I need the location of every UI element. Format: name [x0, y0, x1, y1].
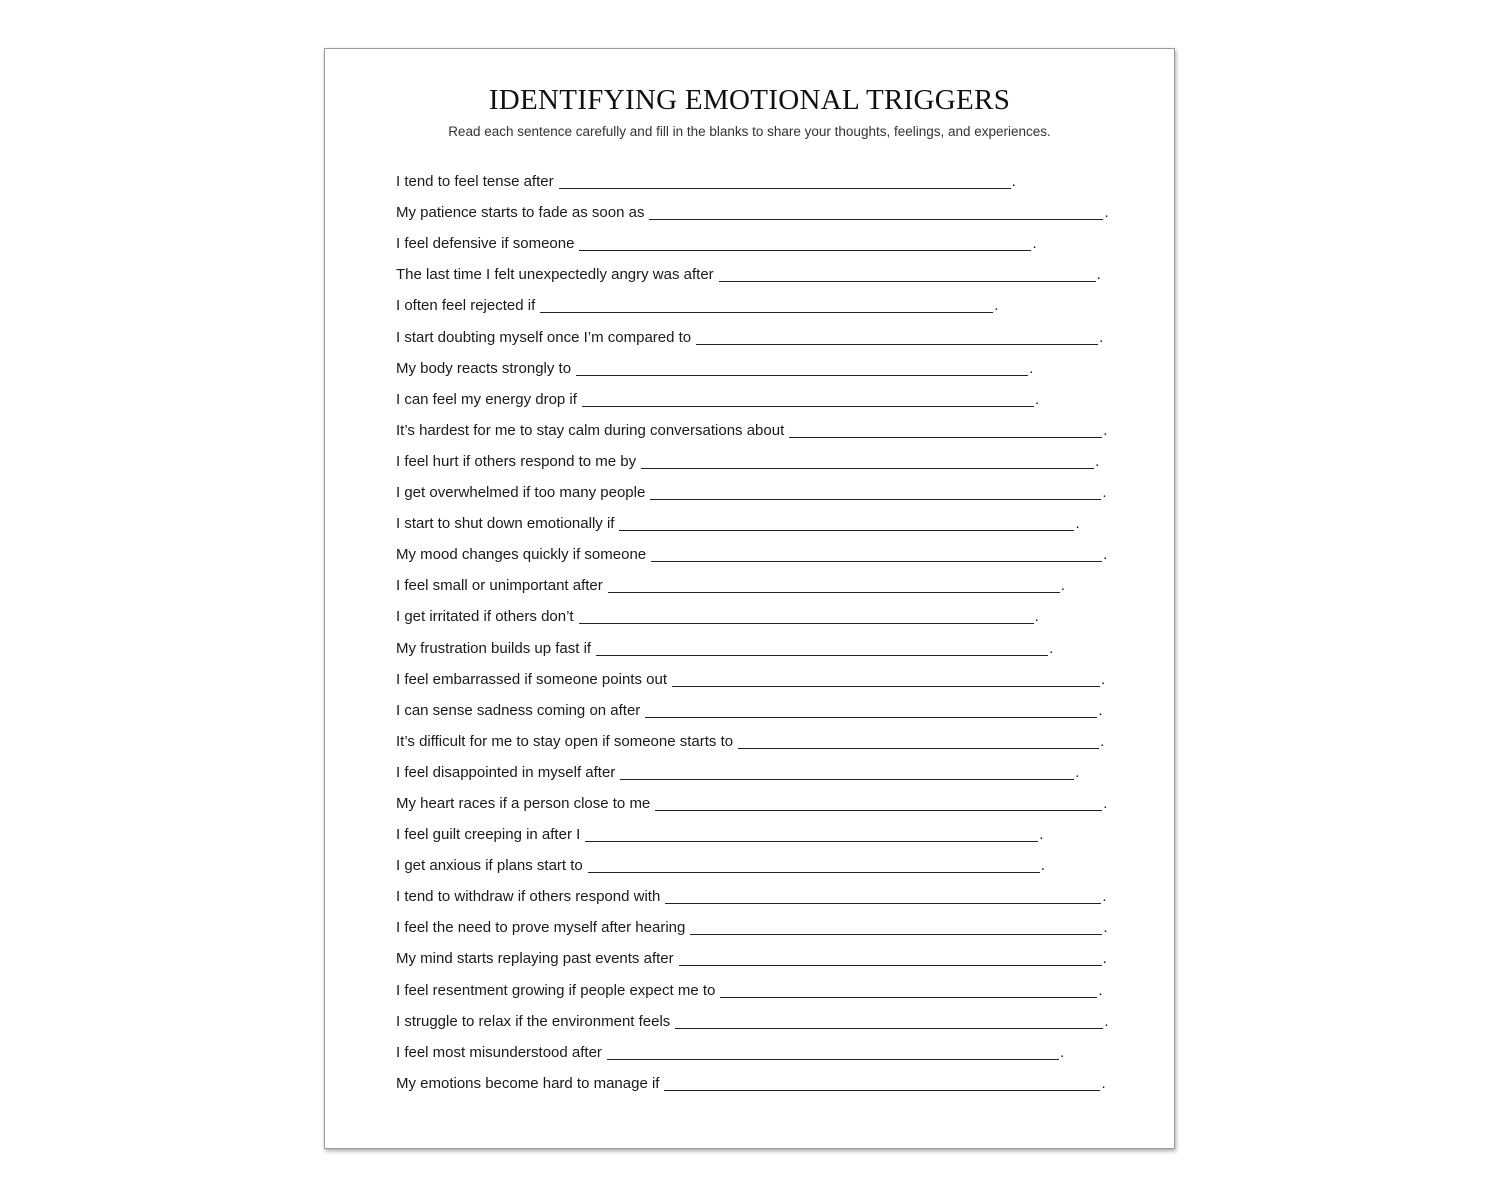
- prompt-text: It’s hardest for me to stay calm during conversations about: [396, 421, 785, 439]
- prompt-item: [396, 566, 1136, 597]
- sentence-period: .: [1060, 577, 1065, 595]
- answer-blank[interactable]: [596, 637, 1048, 656]
- prompt-text: I get overwhelmed if too many people: [396, 484, 646, 502]
- sentence-period: .: [1049, 639, 1054, 657]
- prompt-text: I can sense sadness coming on after: [396, 701, 641, 719]
- prompt-item: [396, 442, 1136, 473]
- prompt-text: I often feel rejected if: [396, 297, 536, 315]
- prompt-item: [396, 1033, 1136, 1064]
- sentence-period: .: [1100, 670, 1106, 688]
- prompt-item: [396, 908, 1136, 939]
- prompt-item: [396, 628, 1136, 659]
- prompt-text: I feel hurt if others respond to me by: [396, 452, 637, 470]
- prompt-item: [396, 224, 1136, 255]
- answer-blank[interactable]: [789, 419, 1102, 438]
- prompt-item: [396, 815, 1136, 846]
- prompt-text: I feel the need to prove myself after hearing: [396, 919, 686, 937]
- answer-blank[interactable]: [559, 170, 1011, 189]
- answer-blank[interactable]: [675, 1010, 1103, 1029]
- answer-blank[interactable]: [672, 668, 1100, 687]
- sentence-period: .: [1039, 826, 1044, 844]
- sentence-period: .: [1104, 1012, 1109, 1030]
- prompt-text: I start to shut down emotionally if: [396, 515, 615, 533]
- answer-blank[interactable]: [576, 357, 1028, 376]
- sentence-period: .: [1034, 608, 1039, 626]
- prompt-item: [396, 660, 1136, 691]
- answer-blank[interactable]: [679, 947, 1102, 966]
- answer-blank[interactable]: [607, 1041, 1059, 1060]
- worksheet-page: [324, 48, 1175, 1149]
- prompt-item: [396, 286, 1136, 317]
- prompt-text: I feel guilt creeping in after I: [396, 826, 581, 844]
- prompt-item: [396, 753, 1136, 784]
- answer-blank[interactable]: [579, 605, 1034, 624]
- prompt-item: [396, 846, 1136, 877]
- sentence-period: .: [1103, 919, 1108, 937]
- answer-blank[interactable]: [619, 512, 1074, 531]
- sentence-period: .: [994, 297, 999, 315]
- prompt-text: My frustration builds up fast if: [396, 639, 592, 657]
- prompt-text: My mind starts replaying past events after: [396, 950, 674, 968]
- sentence-period: .: [1096, 266, 1101, 284]
- prompt-text: I feel resentment growing if people expect me to: [396, 981, 716, 999]
- prompt-text: My heart races if a person close to me: [396, 794, 651, 812]
- answer-blank[interactable]: [655, 792, 1102, 811]
- sentence-period: .: [1040, 857, 1045, 875]
- answer-blank[interactable]: [665, 885, 1101, 904]
- answer-blank[interactable]: [588, 854, 1040, 873]
- prompt-text: I feel defensive if someone: [396, 235, 575, 253]
- sentence-period: .: [1103, 794, 1108, 812]
- sentence-period: .: [1101, 1074, 1106, 1092]
- prompt-text: I start doubting myself once I’m compared to: [396, 328, 692, 346]
- answer-blank[interactable]: [690, 916, 1102, 935]
- sentence-period: .: [1098, 981, 1103, 999]
- worksheet-instructions: Read each sentence carefully and fill in the blanks to share your thoughts, feelings, and experiences.: [448, 124, 1051, 139]
- sentence-period: .: [1075, 515, 1080, 533]
- sentence-period: .: [1098, 701, 1103, 719]
- sentence-period: .: [1029, 359, 1034, 377]
- prompt-text: I feel most misunderstood after: [396, 1043, 602, 1061]
- sentence-period: .: [1100, 732, 1105, 750]
- answer-blank[interactable]: [645, 699, 1097, 718]
- worksheet-title: IDENTIFYING EMOTIONAL TRIGGERS: [488, 84, 1011, 116]
- answer-blank[interactable]: [620, 761, 1074, 780]
- prompt-item: [396, 970, 1136, 1001]
- answer-blank[interactable]: [651, 543, 1102, 562]
- prompt-text: My patience starts to fade as soon as: [396, 204, 645, 222]
- prompt-text: I feel small or unimportant after: [396, 577, 603, 595]
- prompt-item: [396, 255, 1136, 286]
- prompt-item: [396, 939, 1136, 970]
- answer-blank[interactable]: [649, 201, 1103, 220]
- prompt-item: [396, 473, 1136, 504]
- prompt-text: I feel embarrassed if someone points out: [396, 670, 667, 688]
- answer-blank[interactable]: [738, 730, 1099, 749]
- prompt-item: [396, 162, 1136, 193]
- sentence-period: .: [1104, 204, 1109, 222]
- answer-blank[interactable]: [696, 326, 1098, 345]
- sentence-period: .: [1011, 173, 1016, 191]
- sentence-period: .: [1075, 763, 1080, 781]
- answer-blank[interactable]: [650, 481, 1101, 500]
- prompt-item: [396, 1064, 1136, 1095]
- prompt-text: I struggle to relax if the environment feels: [396, 1012, 671, 1030]
- prompt-text: I tend to withdraw if others respond with: [396, 888, 661, 906]
- answer-blank[interactable]: [582, 388, 1034, 407]
- prompt-item: [396, 317, 1136, 348]
- prompt-list: [396, 162, 1136, 1095]
- sentence-period: .: [1032, 235, 1037, 253]
- sentence-period: .: [1102, 888, 1107, 906]
- sentence-period: .: [1102, 484, 1107, 502]
- sentence-period: .: [1095, 452, 1100, 470]
- prompt-item: [396, 784, 1136, 815]
- answer-blank[interactable]: [664, 1072, 1100, 1091]
- prompt-text: I get irritated if others don’t: [396, 608, 574, 626]
- sentence-period: .: [1103, 421, 1108, 439]
- prompt-text: I can feel my energy drop if: [396, 390, 577, 408]
- prompt-item: [396, 877, 1136, 908]
- sentence-period: .: [1059, 1043, 1065, 1061]
- prompt-text: My emotions become hard to manage if: [396, 1074, 660, 1092]
- sentence-period: .: [1099, 328, 1104, 346]
- prompt-item: [396, 504, 1136, 535]
- prompt-text: The last time I felt unexpectedly angry was after: [396, 266, 714, 284]
- prompt-text: I tend to feel tense after: [396, 173, 554, 191]
- answer-blank[interactable]: [720, 979, 1097, 998]
- answer-blank[interactable]: [585, 823, 1038, 842]
- answer-blank[interactable]: [608, 574, 1060, 593]
- prompt-text: It’s difficult for me to stay open if someone starts to: [396, 732, 734, 750]
- prompt-item: [396, 411, 1136, 442]
- prompt-text: I feel disappointed in myself after: [396, 763, 616, 781]
- sentence-period: .: [1102, 950, 1107, 968]
- sentence-period: .: [1034, 390, 1040, 408]
- answer-blank[interactable]: [719, 263, 1096, 282]
- prompt-text: I get anxious if plans start to: [396, 857, 583, 875]
- prompt-item: [396, 349, 1136, 380]
- prompt-item: [396, 535, 1136, 566]
- prompt-item: [396, 691, 1136, 722]
- prompt-text: My mood changes quickly if someone: [396, 546, 647, 564]
- answer-blank[interactable]: [540, 294, 993, 313]
- sentence-period: .: [1103, 546, 1108, 564]
- prompt-item: [396, 193, 1136, 224]
- prompt-item: [396, 597, 1136, 628]
- prompt-item: [396, 1002, 1136, 1033]
- answer-blank[interactable]: [579, 232, 1031, 251]
- prompt-text: My body reacts strongly to: [396, 359, 572, 377]
- answer-blank[interactable]: [641, 450, 1094, 469]
- prompt-item: [396, 722, 1136, 753]
- prompt-item: [396, 380, 1136, 411]
